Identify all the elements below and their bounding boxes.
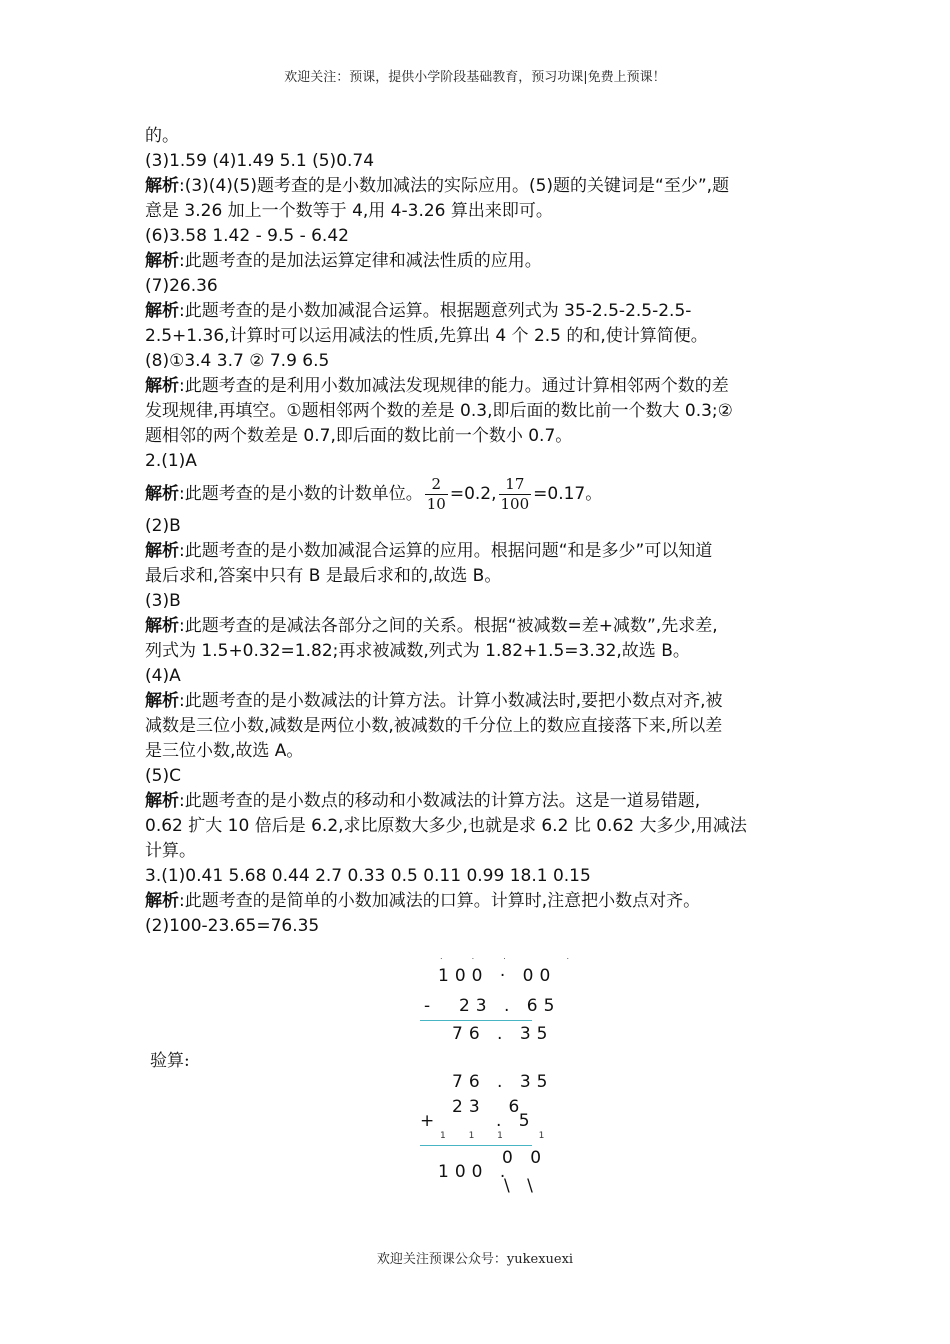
text-line: 解析:此题考查的是小数加减混合运算。根据题意列式为 35-2.5-2.5-2.5-	[145, 301, 692, 321]
text-line: 最后求和,答案中只有 B 是最后求和的,故选 B。	[145, 566, 502, 586]
text-line: 解析:此题考查的是简单的小数加减法的口算。计算时,注意把小数点对齐。	[145, 891, 701, 911]
text-line: (7)26.36	[145, 276, 218, 296]
analysis-label: 解析	[145, 376, 179, 396]
analysis-label: 解析	[145, 301, 179, 321]
text-line: 2.(1)A	[145, 451, 197, 471]
text-line: (6)3.58 1.42 - 9.5 - 6.42	[145, 226, 349, 246]
plus-sign: +	[420, 1111, 441, 1131]
check-sum-decimals: 0 0	[502, 1148, 548, 1168]
text-line: 的。	[145, 126, 179, 146]
text-line: 0.62 扩大 10 倍后是 6.2,求比原数大多少,也就是求 6.2 比 0.62 大多少,用减法	[145, 816, 747, 836]
borrow-dots: . . . .	[440, 952, 578, 961]
text-line: 解析:此题考查的是小数减法的计算方法。计算小数减法时,要把小数点对齐,被	[145, 691, 723, 711]
minuend: 100 · 00	[438, 966, 557, 986]
fraction: $\frac{17}{100}$	[500, 474, 530, 513]
text-line: 2.5+1.36,计算时可以运用减法的性质,先算出 4 个 2.5 的和,使计算简便。	[145, 326, 708, 346]
subtrahend: - 23 . 65	[424, 996, 561, 1016]
text-line: (8)①3.4 3.7 ② 7.9 6.5	[145, 351, 330, 371]
check-label: 验算:	[150, 1051, 190, 1071]
text-line: 解析:此题考查的是加法运算定律和减法性质的应用。	[145, 251, 542, 271]
fraction-line: 解析:此题考查的是小数的计数单位。 $\frac{2}{10}$ =0.2, $\frac{17}{100}$ =0.17。	[145, 474, 603, 513]
text-line: 解析:此题考查的是利用小数加减法发现规律的能力。通过计算相邻两个数的差	[145, 376, 729, 396]
page-footer: 欢迎关注预课公众号：yukexuexi	[376, 1252, 574, 1267]
text-line: 题相邻的两个数差是 0.7,即后面的数比前一个数小 0.7。	[145, 426, 573, 446]
analysis-label: 解析	[145, 251, 179, 271]
analysis-label: 解析	[145, 176, 179, 196]
fraction: $\frac{2}{10}$	[426, 474, 446, 513]
text-line: 发现规律,再填空。①题相邻两个数的差是 0.3,即后面的数比前一个数大 0.3;②	[145, 401, 733, 421]
text-line: (3)1.59 (4)1.49 5.1 (5)0.74	[145, 151, 375, 171]
analysis-label: 解析	[145, 791, 179, 811]
check-addend-1: 76 . 35	[452, 1072, 554, 1092]
strike-marks: \ \	[504, 1176, 539, 1196]
text-line: 3.(1)0.41 5.68 0.44 2.7 0.33 0.5 0.11 0.99 18.1 0.15	[145, 866, 591, 886]
text-line: 是三位小数,故选 A。	[145, 741, 304, 761]
text-line: 解析:(3)(4)(5)题考查的是小数加减法的实际应用。(5)题的关键词是“至少”,题	[145, 176, 730, 196]
text-line: (2)B	[145, 516, 181, 536]
check-addend-2: 23 6	[452, 1097, 526, 1117]
analysis-label: 解析	[145, 541, 179, 561]
text-line: 计算。	[145, 841, 196, 861]
check-addend-2-tail: . 5	[496, 1111, 536, 1131]
text-line: 解析:此题考查的是减法各部分之间的关系。根据“被减数=差+减数”,先求差,	[145, 616, 718, 636]
text-line: 意是 3.26 加上一个数等于 4,用 4-3.26 算出来即可。	[145, 201, 553, 221]
page-header: 欢迎关注：预课，提供小学阶段基础教育，预习功课|免费上预课！	[284, 70, 666, 85]
text-line: (5)C	[145, 766, 181, 786]
text-line: (2)100-23.65=76.35	[145, 916, 320, 936]
answer-content	[145, 124, 810, 939]
sum-line	[420, 1020, 532, 1021]
analysis-label: 解析	[145, 891, 179, 911]
analysis-label: 解析	[145, 616, 179, 636]
text-line: 列式为 1.5+0.32=1.82;再求被减数,列式为 1.82+1.5=3.32,故选 B。	[145, 641, 690, 661]
difference: 76 . 35	[452, 1024, 554, 1044]
text-line: (4)A	[145, 666, 181, 686]
sum-line	[420, 1145, 532, 1146]
text-line: 解析:此题考查的是小数加减混合运算的应用。根据问题“和是多少”可以知道	[145, 541, 713, 561]
carry-marks: 1 1 1 1	[440, 1131, 555, 1141]
analysis-label: 解析	[145, 484, 179, 504]
text-line: 减数是三位小数,减数是两位小数,被减数的千分位上的数应直接落下来,所以差	[145, 716, 723, 736]
analysis-label: 解析	[145, 691, 179, 711]
text-line: (3)B	[145, 591, 181, 611]
check-sum: 100 .	[438, 1162, 512, 1182]
text-line: 解析:此题考查的是小数点的移动和小数减法的计算方法。这是一道易错题,	[145, 791, 701, 811]
